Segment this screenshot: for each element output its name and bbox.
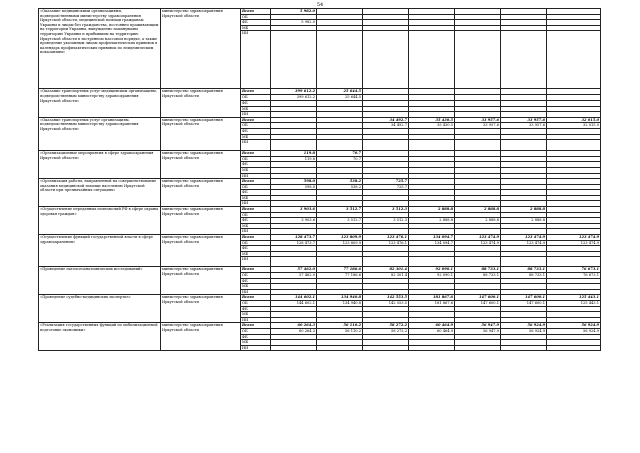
amount-cell: 77 186.6: [317, 267, 363, 273]
amount-cell: 25 644.5: [317, 95, 363, 101]
amount-cell: 70.7: [317, 156, 363, 162]
amount-cell: 123 474.9: [501, 240, 547, 246]
amount-cell: 134 094.7: [409, 235, 455, 241]
budget-table: [38, 8, 601, 351]
amount-cell: [547, 257, 601, 267]
event-name-cell: «Оказание медицинскими организациями, подведомственными министерству здравоохранения Иркутской области, медицинской помощи гражданам Украины и лицам без гражданства, постоянно проживающим на территории Украины, вынужденно покинувшим территорию Украины и прибывшим на территорию Иркутской области в экстренном массовом порядке, а также проведение указанным лицам профилактических прививок в календарь профилактических прививок по эпидемическим показаниям»: [39, 9, 161, 89]
amount-cell: [271, 140, 317, 151]
amount-cell: 134 940.8: [317, 295, 363, 301]
funding-source-cell: ИИ: [241, 31, 271, 89]
amount-cell: 3 512.3: [363, 207, 409, 213]
funding-source-cell: МБ: [241, 251, 271, 257]
funding-source-cell: ОБ: [241, 240, 271, 246]
executor-cell: министерство здравоохранения Иркутской области: [161, 9, 241, 89]
amount-cell: 70.7: [317, 151, 363, 157]
amount-cell: 60 264.3: [271, 328, 317, 334]
amount-cell: 58 272.2: [363, 328, 409, 334]
amount-cell: 538.2: [317, 184, 363, 190]
funding-source-cell: МБ: [241, 284, 271, 290]
amount-cell: 123 474.9: [547, 240, 601, 246]
amount-cell: [317, 31, 363, 89]
executor-cell: министерство здравоохранения Иркутской области: [161, 323, 241, 351]
amount-cell: 147 600.1: [455, 295, 501, 301]
amount-cell: [455, 257, 501, 267]
amount-cell: 88 733.1: [455, 273, 501, 279]
funding-source-cell: МБ: [241, 106, 271, 112]
funding-source-cell: ОБ: [241, 184, 271, 190]
amount-cell: [363, 345, 409, 351]
amount-cell: 598.0: [271, 179, 317, 185]
amount-cell: [271, 345, 317, 351]
amount-cell: 144 602.1: [271, 300, 317, 306]
funding-source-cell: Всего: [241, 295, 271, 301]
amount-cell: 128 473.7: [271, 235, 317, 241]
event-name-cell: «Организационные мероприятия в сфере здравоохранения Иркутской области»: [39, 151, 161, 179]
funding-source-cell: ФБ: [241, 162, 271, 168]
amount-cell: 77 186.6: [317, 273, 363, 279]
amount-cell: 134 940.8: [317, 300, 363, 306]
funding-source-cell: МБ: [241, 25, 271, 31]
amount-cell: 82 301.4: [363, 267, 409, 273]
executor-cell: министерство здравоохранения Иркутской области: [161, 295, 241, 323]
funding-source-cell: МБ: [241, 134, 271, 140]
amount-cell: 33 957.6: [455, 117, 501, 123]
amount-cell: 32 015.0: [547, 123, 601, 129]
amount-cell: 123 474.9: [455, 235, 501, 241]
amount-cell: 142 553.5: [363, 300, 409, 306]
funding-source-cell: ФБ: [241, 20, 271, 26]
amount-cell: 5 982.0: [271, 20, 317, 26]
amount-cell: [317, 345, 363, 351]
funding-source-cell: Всего: [241, 323, 271, 329]
amount-cell: 3 512.7: [317, 207, 363, 213]
amount-cell: 56 947.9: [455, 328, 501, 334]
event-name-cell: «Реализация государственных функций по мобилизационной подготовке экономики»: [39, 323, 161, 351]
funding-source-cell: ИИ: [241, 257, 271, 267]
executor-cell: министерство здравоохранения Иркутской области: [161, 235, 241, 267]
funding-source-cell: ИИ: [241, 112, 271, 118]
funding-source-cell: ФБ: [241, 190, 271, 196]
amount-cell: 88 733.1: [501, 267, 547, 273]
amount-cell: [455, 345, 501, 351]
amount-cell: [317, 257, 363, 267]
amount-cell: [409, 31, 455, 89]
amount-cell: 147 600.1: [455, 300, 501, 306]
funding-source-cell: Всего: [241, 179, 271, 185]
amount-cell: [455, 140, 501, 151]
funding-source-cell: ИИ: [241, 317, 271, 323]
amount-cell: 3 903.6: [271, 218, 317, 224]
amount-cell: 538.2: [317, 179, 363, 185]
amount-cell: 92 090.1: [409, 273, 455, 279]
funding-source-cell: МБ: [241, 167, 271, 173]
funding-source-cell: Всего: [241, 207, 271, 213]
amount-cell: 2 888.8: [501, 218, 547, 224]
funding-source-cell: ФБ: [241, 246, 271, 252]
amount-cell: 35 430.5: [409, 123, 455, 129]
amount-cell: [363, 140, 409, 151]
page-number: 54: [316, 2, 324, 8]
amount-cell: 3 903.6: [271, 207, 317, 213]
amount-cell: [547, 140, 601, 151]
amount-cell: [501, 140, 547, 151]
funding-source-cell: Всего: [241, 235, 271, 241]
amount-cell: 57 462.0: [271, 273, 317, 279]
amount-cell: 123 474.9: [455, 240, 501, 246]
funding-source-cell: ФБ: [241, 278, 271, 284]
funding-source-cell: ОБ: [241, 300, 271, 306]
amount-cell: 119.8: [271, 151, 317, 157]
funding-source-cell: Всего: [241, 117, 271, 123]
amount-cell: 56 924.9: [501, 323, 547, 329]
amount-cell: 399 612.2: [271, 89, 317, 95]
amount-cell: [363, 257, 409, 267]
amount-cell: [271, 257, 317, 267]
funding-source-cell: ОБ: [241, 123, 271, 129]
funding-source-cell: ФБ: [241, 128, 271, 134]
amount-cell: 128 473.7: [271, 240, 317, 246]
executor-cell: министерство здравоохранения Иркутской области: [161, 151, 241, 179]
event-name-cell: «Оказание транспортных услуг организациям, подведомственным министерству здравоохранения Иркутской области»: [39, 117, 161, 150]
executor-cell: министерство здравоохранения Иркутской области: [161, 117, 241, 150]
amount-cell: 147 600.1: [501, 300, 547, 306]
amount-cell: 56 924.9: [501, 328, 547, 334]
amount-cell: 123 474.9: [547, 235, 601, 241]
amount-cell: 125 443.1: [547, 295, 601, 301]
funding-source-cell: ИИ: [241, 289, 271, 295]
amount-cell: [363, 31, 409, 89]
amount-cell: 3 512.7: [317, 218, 363, 224]
funding-source-cell: ОБ: [241, 95, 271, 101]
event-name-cell: «Оказание транспортных услуг медицинским организациям, подведомственным министерству здравоохранения Иркутской области»: [39, 89, 161, 117]
amount-cell: 33 957.6: [455, 123, 501, 129]
amount-cell: 34 492.7: [363, 123, 409, 129]
amount-cell: 2 888.8: [501, 207, 547, 213]
amount-cell: 181 867.6: [409, 300, 455, 306]
amount-cell: 123 476.1: [363, 240, 409, 246]
amount-cell: [547, 31, 601, 89]
amount-cell: [409, 140, 455, 151]
executor-cell: министерство здравоохранения Иркутской области: [161, 89, 241, 117]
amount-cell: 33 957.6: [501, 123, 547, 129]
amount-cell: 32 015.0: [547, 117, 601, 123]
amount-cell: 60 264.3: [271, 323, 317, 329]
amount-cell: 598.0: [271, 184, 317, 190]
amount-cell: 725.7: [363, 179, 409, 185]
amount-cell: 33 957.6: [501, 117, 547, 123]
amount-cell: 144 602.1: [271, 295, 317, 301]
amount-cell: 76 673.1: [547, 273, 601, 279]
amount-cell: 60 464.9: [409, 328, 455, 334]
funding-source-cell: Всего: [241, 267, 271, 273]
amount-cell: 88 733.1: [455, 267, 501, 273]
amount-cell: 56 924.9: [547, 323, 601, 329]
funding-source-cell: Всего: [241, 89, 271, 95]
amount-cell: [409, 257, 455, 267]
funding-source-cell: ИИ: [241, 229, 271, 235]
funding-source-cell: ИИ: [241, 201, 271, 207]
amount-cell: 56 110.2: [317, 323, 363, 329]
amount-cell: [271, 31, 317, 89]
amount-cell: 3 512.3: [363, 218, 409, 224]
amount-cell: 34 492.7: [363, 117, 409, 123]
amount-cell: 123 809.9: [317, 235, 363, 241]
amount-cell: [455, 31, 501, 89]
funding-source-cell: ИИ: [241, 140, 271, 151]
amount-cell: [501, 31, 547, 89]
amount-cell: 725.7: [363, 184, 409, 190]
amount-cell: 123 474.9: [501, 235, 547, 241]
amount-cell: 56 947.9: [455, 323, 501, 329]
amount-cell: 2 888.8: [455, 207, 501, 213]
amount-cell: 123 476.1: [363, 235, 409, 241]
executor-cell: министерство здравоохранения Иркутской области: [161, 179, 241, 207]
event-name-cell: «Проведение патологоанатомических исследований»: [39, 267, 161, 295]
amount-cell: 76 673.1: [547, 267, 601, 273]
executor-cell: министерство здравоохранения Иркутской области: [161, 267, 241, 295]
amount-cell: 5 982.0: [271, 9, 317, 15]
amount-cell: 147 600.1: [501, 295, 547, 301]
funding-source-cell: ФБ: [241, 100, 271, 106]
funding-source-cell: МБ: [241, 340, 271, 346]
funding-source-cell: МБ: [241, 223, 271, 229]
amount-cell: [501, 345, 547, 351]
funding-source-cell: ИИ: [241, 345, 271, 351]
event-name-cell: «Проведение судебно-медицинских экспертиз»: [39, 295, 161, 323]
amount-cell: 92 090.1: [409, 267, 455, 273]
amount-cell: 119.8: [271, 156, 317, 162]
amount-cell: 35 430.5: [409, 117, 455, 123]
funding-source-cell: ОБ: [241, 156, 271, 162]
amount-cell: 181 867.6: [409, 295, 455, 301]
amount-cell: [501, 257, 547, 267]
amount-cell: 134 094.7: [409, 240, 455, 246]
funding-source-cell: ОБ: [241, 328, 271, 334]
funding-source-cell: ОБ: [241, 212, 271, 218]
event-name-cell: «Организация работы, направленной на совершенствование оказания медицинской помощи населению Иркутской области при чрезвычайных ситуациях»: [39, 179, 161, 207]
funding-source-cell: ФБ: [241, 306, 271, 312]
funding-source-cell: ОБ: [241, 273, 271, 279]
amount-cell: 60 464.9: [409, 323, 455, 329]
amount-cell: 56 924.9: [547, 328, 601, 334]
funding-source-cell: ФБ: [241, 334, 271, 340]
amount-cell: [547, 345, 601, 351]
amount-cell: [409, 345, 455, 351]
amount-cell: 57 462.0: [271, 267, 317, 273]
amount-cell: 2 888.8: [409, 207, 455, 213]
amount-cell: 82 301.4: [363, 273, 409, 279]
event-name-cell: «Осуществление переданных полномочий РФ в сфере охраны здоровья граждан»: [39, 207, 161, 235]
amount-cell: [317, 140, 363, 151]
funding-source-cell: МБ: [241, 312, 271, 318]
amount-cell: 142 553.5: [363, 295, 409, 301]
amount-cell: 125 443.1: [547, 300, 601, 306]
funding-source-cell: МБ: [241, 195, 271, 201]
amount-cell: 399 612.2: [271, 95, 317, 101]
amount-cell: 2 888.8: [455, 218, 501, 224]
amount-cell: 123 809.9: [317, 240, 363, 246]
funding-source-cell: ИИ: [241, 173, 271, 179]
executor-cell: министерство здравоохранения Иркутской области: [161, 207, 241, 235]
amount-cell: 25 644.5: [317, 89, 363, 95]
amount-cell: 2 888.8: [409, 218, 455, 224]
amount-cell: 56 110.2: [317, 328, 363, 334]
amount-cell: 58 272.2: [363, 323, 409, 329]
funding-source-cell: ОБ: [241, 14, 271, 20]
funding-source-cell: Всего: [241, 9, 271, 15]
funding-source-cell: Всего: [241, 151, 271, 157]
amount-cell: 88 733.1: [501, 273, 547, 279]
funding-source-cell: ФБ: [241, 218, 271, 224]
event-name-cell: «Осуществление функций государственной власти в сфере здравоохранения»: [39, 235, 161, 267]
